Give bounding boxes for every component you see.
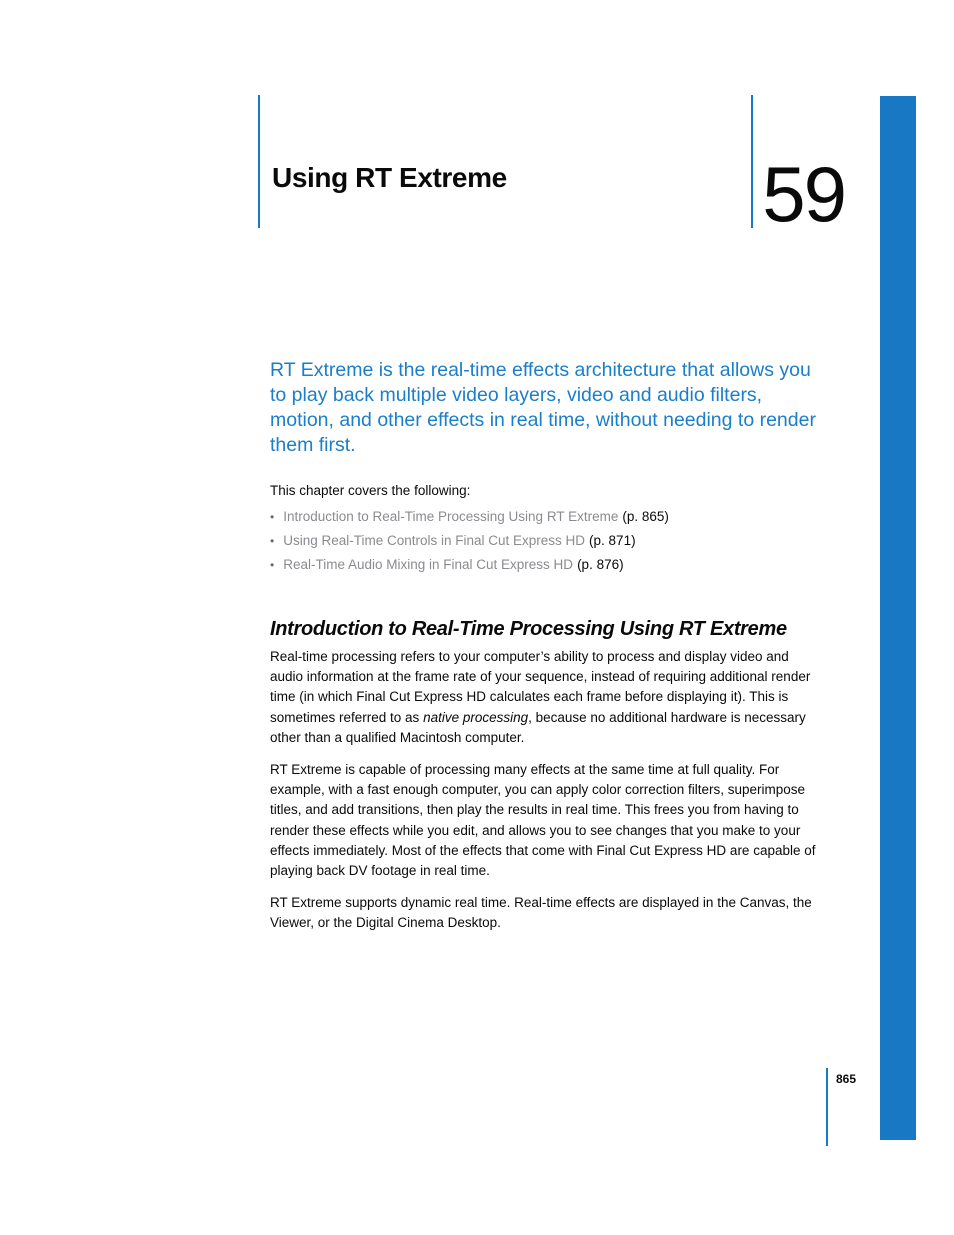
toc-lead-in: This chapter covers the following: [270,483,471,498]
bullet-icon: • [270,534,275,548]
chapter-intro-text: RT Extreme is the real-time effects architecture that allows you to play back multiple video layers, video and audio filters, motion, and other effects in real time, without needing to render them first. [270,359,816,456]
paragraph-text: Real-time processing refers to your computer’s ability to process and display video and audio information at the frame rate of your sequence, instead of requiring additional render time (in which Final Cut Express HD calculates each frame before displaying it). This is sometimes referred to as [270,649,811,725]
toc-link-introduction[interactable]: Introduction to Real-Time Processing Using RT Extreme [283,509,619,524]
section-paragraph-1 [270,647,824,748]
bullet-icon: • [270,510,275,524]
page-number: 865 [836,1072,857,1086]
section-introduction [270,616,824,934]
chapter-number: 59 [762,150,845,238]
toc-item [270,553,830,577]
footer-rule [826,1068,828,1146]
section-paragraph-2: RT Extreme is capable of processing many effects at the same time at full quality. For example, with a fast enough computer, you can apply color correction filters, superimpose titles, and add transitions, then play the results in real time. This frees you from having to render these effects while you edit, and allows you to see changes that you make to your effects immediately. Most of the effects that come with Final Cut Express HD are capable of playing back DV footage in real time. [270,762,816,879]
chapter-title: Using RT Extreme [272,162,507,193]
toc-link-audio-mixing[interactable]: Real-Time Audio Mixing in Final Cut Express HD [283,557,574,572]
header-left-rule [258,95,260,228]
toc-list [270,505,830,577]
paragraph-text: , because no additional hardware is necessary other than a qualified Macintosh computer. [270,709,806,745]
italic-term: native processing [423,709,529,725]
toc-item [270,505,830,529]
toc-item [270,529,830,553]
toc-page-ref: (p. 871) [589,533,636,548]
chapter-toc [270,481,830,577]
toc-page-ref: (p. 865) [622,509,669,524]
section-paragraph-3: RT Extreme supports dynamic real time. Real-time effects are displayed in the Canvas, the Viewer, or the Digital Cinema Desktop. [270,895,812,931]
toc-page-ref: (p. 876) [577,557,624,572]
bullet-icon: • [270,558,275,572]
section-heading: Introduction to Real-Time Processing Using RT Extreme [270,618,787,640]
chapter-edge-bar [880,96,916,1140]
toc-link-realtime-controls[interactable]: Using Real-Time Controls in Final Cut Express HD [283,533,586,548]
